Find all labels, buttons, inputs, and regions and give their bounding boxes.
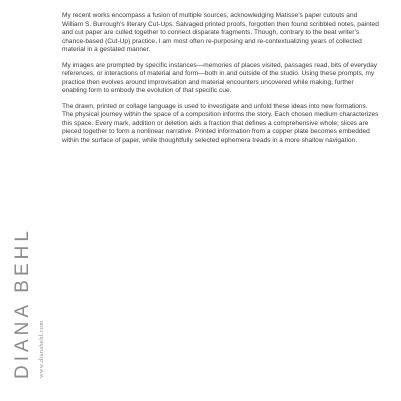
artist-statement [62,12,380,152]
website-link[interactable]: www.dianabehl.com [38,320,45,378]
statement-paragraph-3: The drawn, printed or collage language is used to investigate and unfold these ideas into new formations. The physical journey within the space of a composition informs the story. Each chosen medium characterizes this space. Every mark, addition or deletion aids a fraction that defines a comprehensive whole; slices are pieced together to form a nonlinear narrative. Printed information from a copper plate becomes embedded within the surface of paper, while thoughtfully selected ephemera treads in a more shallow navigation. [62,102,379,144]
artist-sidebar [14,210,54,380]
artist-name: DIANA BEHL [12,227,33,379]
statement-paragraph-1: My recent works encompass a fusion of multiple sources, acknowledging Matisse’s paper cutouts and William S. Burrough’s literary Cut-Ups. Salvaged printed proofs, forgotten then found scribbled notes, painted and cut paper are culled together to connect disparate fragments. Though, contrary to the beat writer’s chance-based (Cut-Up) practice, I am most often re-purposing and re-contextualizing years of collected material in a gestated manner. [62,12,379,53]
statement-paragraph-2: My images are prompted by specific instances—memories of places visited, passages read, bits of everyday references, or interactions of material and form—both in and outside of the studio. Using these prompts, my practice then evolves around improvisation and material encounters uncovered while making, further enabling form to embody the evolution of that specific cue. [62,61,378,94]
